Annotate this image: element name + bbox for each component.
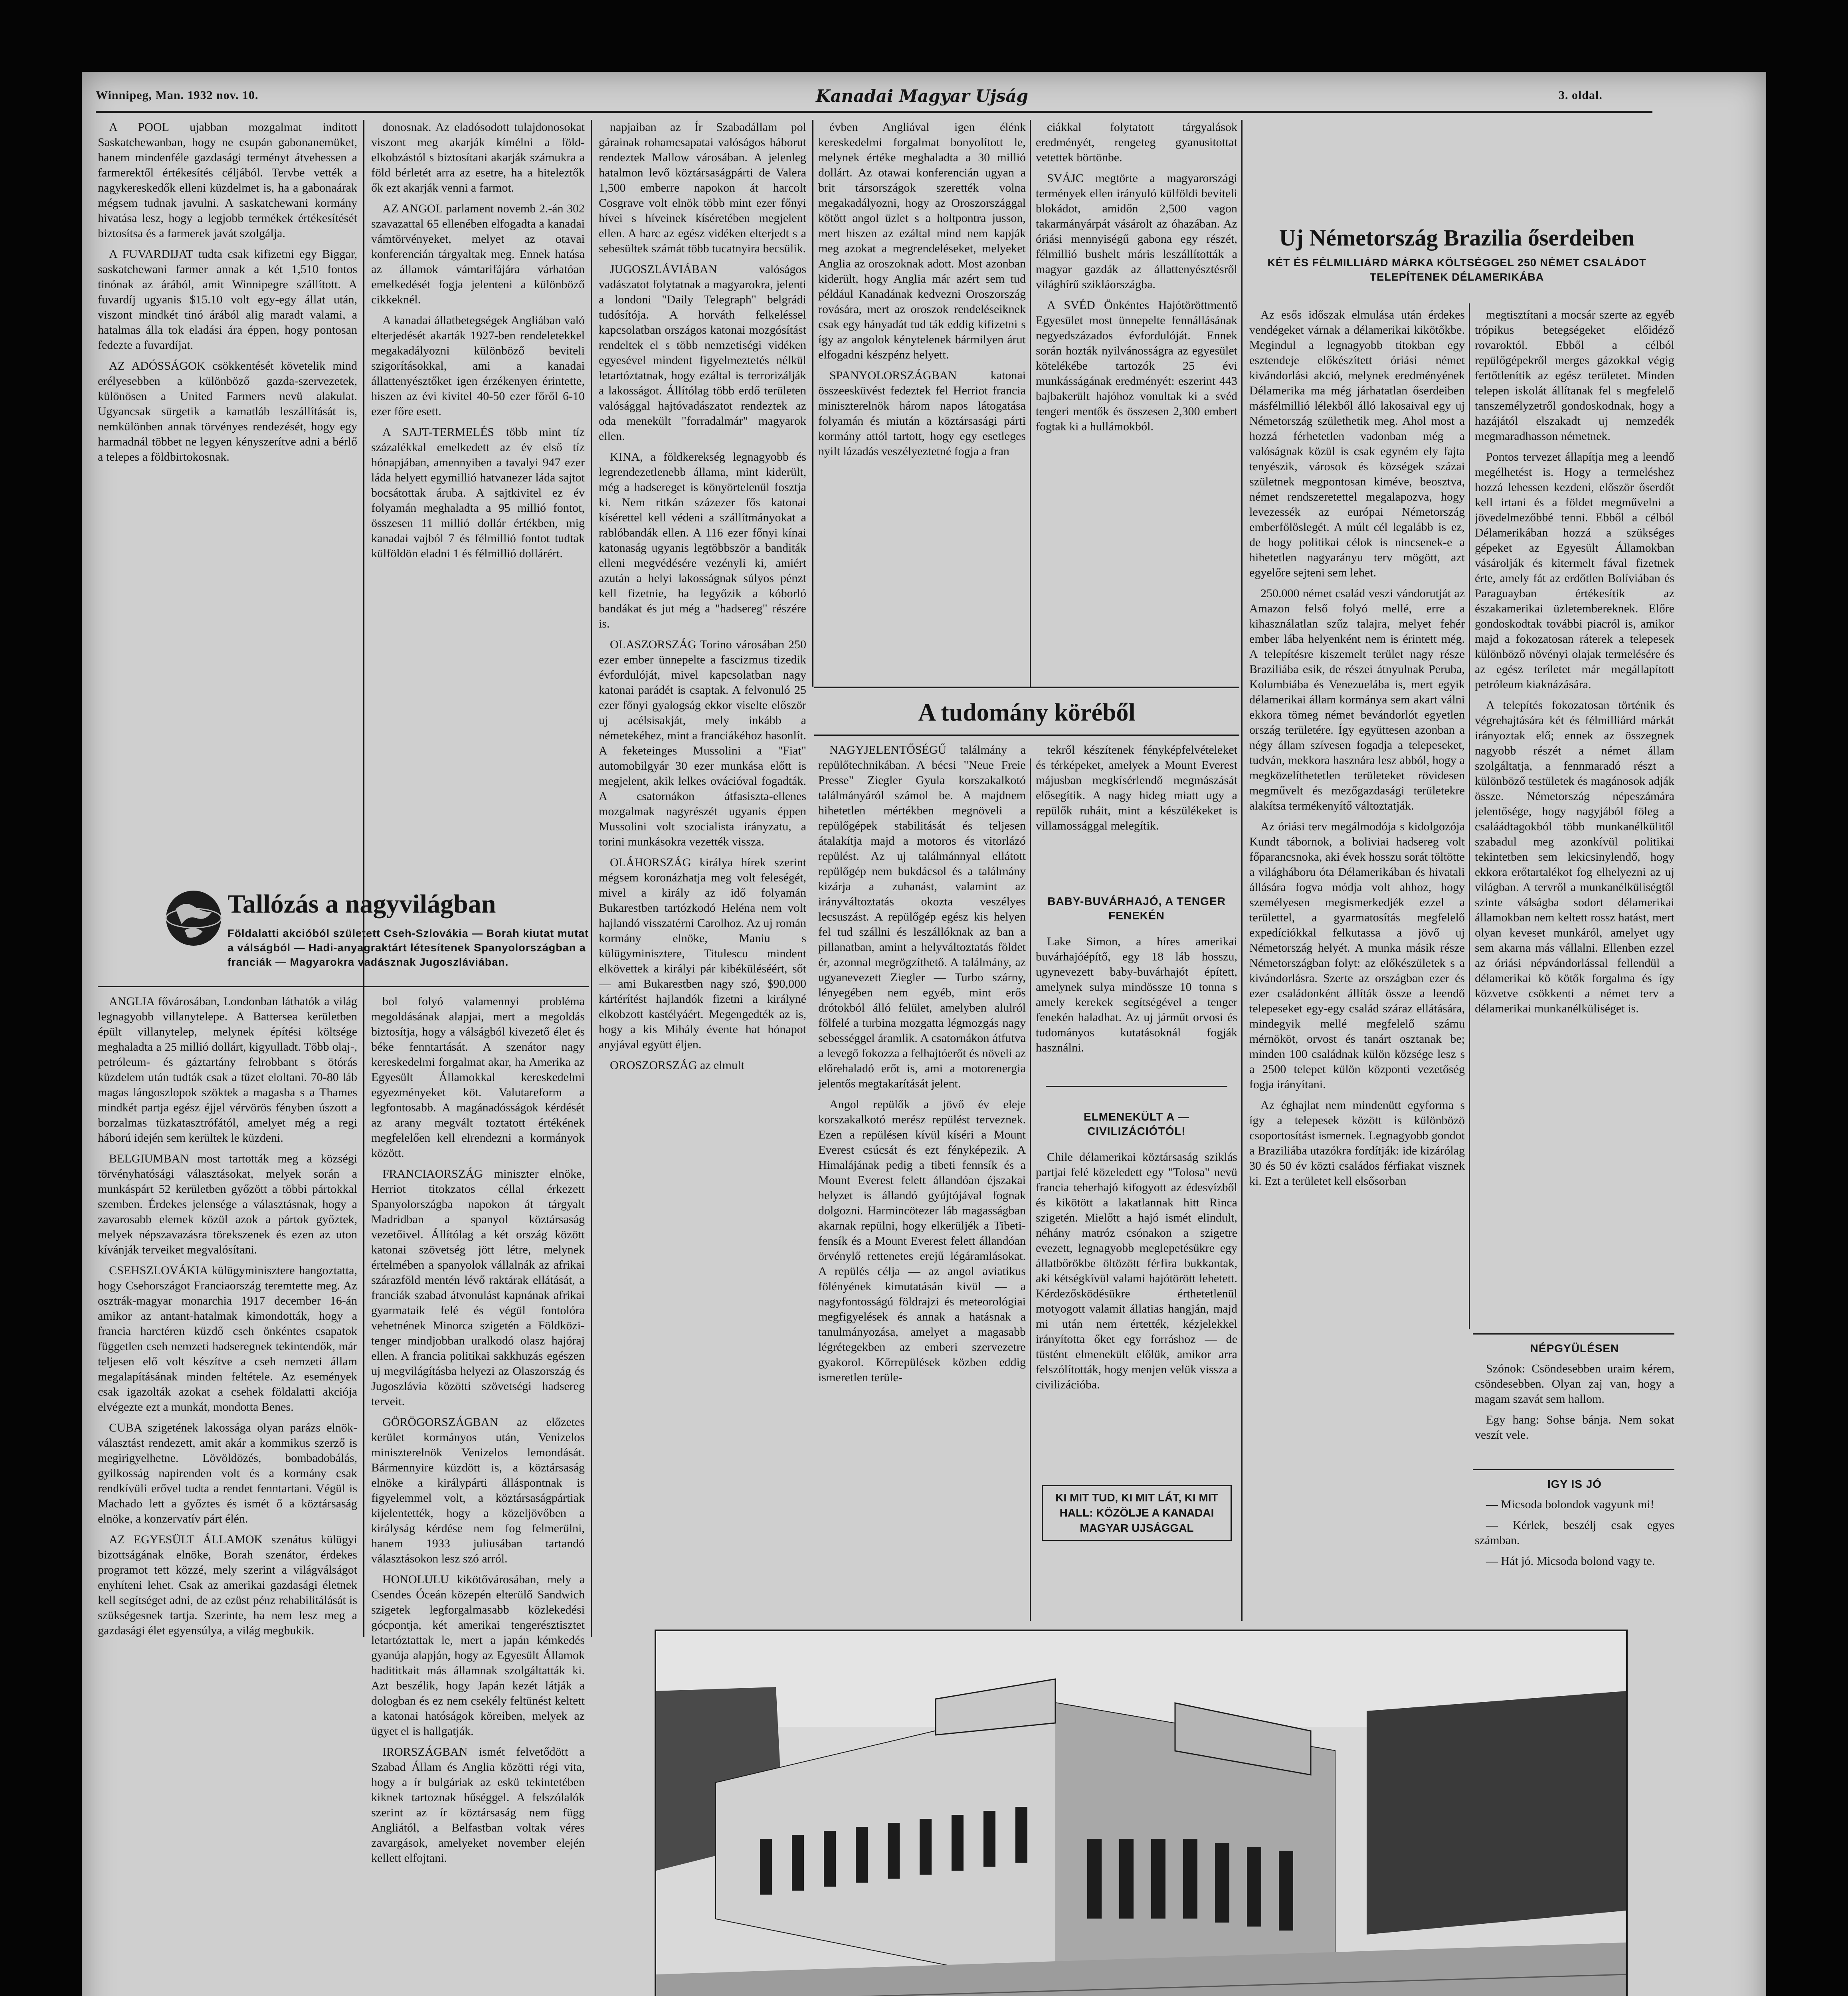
column-rule — [363, 120, 364, 1637]
article-sved: A SVÉD Önkéntes Hajótöröttmentő Egyesület most ünnepelte fennállásának negyedszázados évfordulóját. Ennek során hozták nyilvánosságra az egyesület kötelékébe tartozók 25 évi munkásságának eredményét: eszerint 443 bajbakerült hajóhoz vonultak ki a svéd tengeri mentők és összesen 2,300 embert fogtak ki a hullámokból. — [1036, 299, 1237, 433]
baby-buvarhajo-article — [1036, 934, 1237, 1078]
article-kina: KINA, a földkerekség legnagyobb és legrendezetlenebb állama, mint kiderült, még a hadsereget is könyörtelenül fosztja ki. Nem ritkán százezer fős katonai kísérettel kell védeni a szállítmányokat a rablóbandák ellen. A 116 ezer főnyi kínai katonaság ugyanis legtöbbször a banditák elleni megvédésére vezényli ki, amiért azután a helyi lakosságnak súlyos pénzt kell fizetnie, ha legyőzik a kóborló bandákat és jut még a "hadsereg" részére is. — [599, 450, 806, 630]
civilizacio-title: ELMENEKÜLT A — CIVILIZÁCIÓTÓL! — [1084, 1111, 1189, 1137]
article-ir-szabadallam: napjaiban az Ír Szabadállam pol gárainak rohamcsapatai valóságos háborut rendeztek Mallow városában. A jelenleg hatalmon levő köztársaságpárti de Valera 1,500 emberre napokon át harcolt Cosgrave volt elnök több mint ezer főnyi hívei s híveinek kíséretében megjelent ellen. A harc az egész vidéken elterjedt s a sebesültek számát több tucatnyira becsülik. — [599, 121, 806, 255]
igy-is-jo-title: IGY IS JÓ — [1547, 1478, 1602, 1490]
column-2-bottom — [371, 994, 585, 1996]
joke-line: — Micsoda bolondok vagyunk mi! — [1486, 1498, 1654, 1511]
civilizacio-text: Chile délamerikai köztársaság sziklás partjai felé közeledett egy "Tolosa" nevü francia teherhajó kifogyott az édesvízből és kikötött a lakatlannak hitt Rinca szigetén. Mielőtt a hajó ismét elindult, néhány matróz csónakon a szigetre evezett, legnagyobb meglepetésükre egy állatbőrökbe öltözött férfira bukkantak, aki kétségkívül valami hajótörött lehetett. Kérdezősködésükre érthetetlenül motyogott valamit állatias hangján, majd mi után nem értették, kézjelekkel irányította őket egy forráshoz — de tüstént elmenekült előlük, amikor arra felszólították, hogy menjen velük vissza a civilizációba. — [1036, 1150, 1237, 1391]
article-oroszorszag: OROSZORSZÁG az elmult — [610, 1059, 744, 1072]
article-olaszorszag: OLASZORSZÁG Torino városában 250 ezer ember ünnepelte a fascizmus tizedik évfordulóját, mivel kapcsolatban nagy katonai parádét is csaptak. A felvonuló 25 ezer főnyi gyalogság ekkor viselte először uj acélsisakját, mely inkább a németekéhez, mint a franciákéhoz hasonlít. A feketeinges Mussolini a "Fiat" automobilgyár 30 ezer munkása előtt is megjelent, akik lelkes ovációval fogadták. A csatornákon átfasiszta-ellenes mozgalmak nagyrészét ugyanis éppen Mussolini volt szocialista irányzatu, a torini munkásokra vezették vissza. — [599, 638, 806, 848]
article-pool: A POOL ujabban mozgalmat inditott Saskatchewanban, hogy ne csupán gabonanemüket, hanem mindenféle gazdasági terményt átvehessen a farmerektől értékesítés céljából. Tervbe vették a nagykereskedők elleni küzdelmet is, ha a gabonaárak mégsem tudnak javulni. A saskatchewani kormány hivatása lesz, hogy a legjobb termékek értékesítését biztosítsa és a farmerek javát szolgálja. — [98, 121, 357, 240]
baby-buvarhajo-text: Lake Simon, a híres amerikai buvárhajóépítő, egy 18 láb hosszu, ugynevezett baby-buvárhajót épített, amelynek sulya mindössze 10 tonna s amely kerekek segítségével a tenger fenekén haladhat. Az uj járműt orvosi és tudományos kutatásoknál fogják használni. — [1036, 935, 1237, 1054]
article-svajc: SVÁJC megtörte a magyarországi termények ellen irányuló külföldi beviteli blokádot, amidőn 2,500 vagon takarmányárpát vásárolt az óhazában. Az óriási mennyiségű gabona egy részét, félmillió bushelt máris leszállították a magyar gazdák az állattenyésztésről világhírű szikláországba. — [1036, 172, 1237, 291]
article-olahorszag: OLÁHORSZÁG királya hírek szerint mégsem koronázhatja meg volt feleségét, mivel a király az idő folyamán Bukarestben tartózkodó Heléna nem volt hajlandó visszatérni Carolhoz. Az uj román kormány elnöke, Maniu s külügyminisztere, Titulescu mindent elkövettek a királyi pár kibéküléséért, sőt — ami Bukarestben nagy szó, $90,000 kártérítést hajlandók fizetni a királyné elkobzott kastélyáért. Megengedték az is, hogy a kis Mihály évente hat hónapot anyjával együtt éljen. — [599, 856, 806, 1051]
masthead-logo: Kanadai Magyar Ujság — [815, 86, 1029, 106]
column-3 — [599, 120, 806, 1577]
article-fuvardij: A FUVARDIJAT tudta csak kifizetni egy Biggar, saskatchewani farmer annak a két 1,510 fontos tinónak az árából, amit Winnipegre szállított. A fuvardíj ugyanis $15.10 volt egy-egy állat után, viszont mindkét tinó árából alig maradt valami, a hatalmas álla tok eladási ára éppen, hogy pontosan fedezte a fuvardíjat. — [98, 248, 357, 352]
joke-line: — Hát jó. Micsoda bolond vagy te. — [1486, 1554, 1655, 1568]
header-date: Winnipeg, Man. 1932 nov. 10. — [96, 89, 259, 102]
article-anglia: ANGLIA fővárosában, Londonban láthatók a világ legnagyobb villanytelepe. A Battersea kerületben épült villanytelep, melynek építési költsége meghaladta a 25 millió dollárt, kigyulladt. Több olaj-, petróleum- és gáztartány felrobbant s ötórás küzdelem után tudták csak a tüzet eloltani. 70-80 láb magas lángoszlopok szöktek a magasba s a Thames mindkét partja egész éjjel vérvörös fényben úszott a borzalmas tüzkatasztrófától, amelyet még a regi háború idején sem kerültek le küzdeni. — [98, 995, 357, 1145]
article-everest-folytatas: tekről készítenek fényképfelvételeket és térképeket, amelyek a Mount Everest májusban megkísérlendő megmászását elősegítik. A nagy hideg miatt ugy a repülők ruháit, mint a készülékeket is villamossággal melegítik. — [1036, 743, 1237, 832]
joke-line: Szónok: Csöndesebben uraim kérem, csöndesebben. Olyan zaj van, hogy a magam szavát sem hallom. — [1475, 1362, 1674, 1406]
article-belgium: BELGIUMBAN most tartották meg a községi törvényhatósági választásokat, melyek során a munkáspárt 52 kerületben győzött a többi pártokkal szemben. Érdekes jelensége a választásnak, hogy a zavarosabb elemek közül azok a pártok győztek, melyek népszavazásra törekszenek és ezen az uton kívánják terveiket megvalósítani. — [98, 1152, 357, 1256]
section-rule — [1473, 1469, 1674, 1470]
joke-line: Egy hang: Sohse bánja. Nem sokat veszít vele. — [1475, 1413, 1674, 1442]
auditorium-photo — [655, 1630, 1628, 1996]
page-number: 3. oldal. — [1559, 89, 1603, 102]
article-foldbirtok: donosnak. Az eladósodott tulajdonosokat viszont meg akarják kímélni a föld-elkobzástól s biztosítani akarják számukra a föld bérletét arra az esetre, ha a hiteleztők ők ezt akarják venni a farmot. — [371, 121, 585, 194]
igy-is-jo-joke — [1475, 1497, 1674, 1621]
header-rule — [96, 111, 1652, 113]
brazil-column-right — [1475, 307, 1674, 1329]
ki-mit-tud-box: KI MIT TUD, KI MIT LÁT, KI MIT HALL: KÖZÖLJE A KANADAI MAGYAR UJSÁGGAL — [1042, 1485, 1232, 1541]
brazil-title: Uj Németország Brazilia őserdeiben — [1279, 225, 1635, 251]
brazil-paragraph: Az esős időszak elmulása után érdekes vendégeket várnak a délamerikai kikötőkbe. Megindul a legnagyobb titokban egy esztendeje előkészített óriási német kivándorlási akció, melynek eredményének Délamerika ma még járhatatlan őserdeiben másfélmillió lélekből álló lakosaival egy uj Németország születhetik meg. Ahol most a hozzá férhetetlen vadonban még a valóságnak közül is csak egyném ely fajta tenyészik, városok és községek százai születnek megpontosan kiméve, beosztva, német rendszeretettel megalapozva, hogy levezessék az európai Németország emberfölöslegét. A múlt cél legalább is ez, de hogy politikai célok is nincsenek-e a hihetetlen nagyarányu terv mögött, azt egyelőre sejteni sem lehet. — [1249, 308, 1465, 579]
brazil-column-left — [1249, 307, 1465, 1621]
article-anglia-kereskedelem: évben Angliával igen élénk kereskedelmi forgalmat bonyolított le, melynek értéke meghaladta a 30 millió dollárt. Az otawai konferencián ugyan a brit társországok szerették volna megakadályozni, hogy az Oroszországgal kötött angol üzlet s a holtpontra jusson, mert hiszen az ezáltal mind nem kapják meg azokat a megrendeléseket, melyeket Anglia az oroszoknak adott. Most azonban kiderült, hogy Anglia már azért sem tud például Kanadának kedvezni Oroszország rovására, mert az oroszok rendeléseiknek csak egy hányadát tud ták eddig kifizetni s így az angolok kénytelenek bármilyen árut elfogadni készpénz helyett. — [818, 121, 1026, 361]
article-angol-parlament: AZ ANGOL parlament novemb 2.-án 302 szavazattal 65 ellenében elfogadta a kanadai vámtörvényeket, melyet az otavai konferencián tárgyaltak meg. Ennek hatása az államok vámtarifájára várhatóan emelkedését fogja jelenteni a különböző cikkeknél. — [371, 202, 585, 306]
section-rule — [814, 735, 1239, 736]
article-gorogorszag: GÖRÖGORSZÁGBAN az előzetes kerület kormányos után, Venizelos miniszterelnök Venizelos lemondását. Bármennyire küzdött is, a köztársaság elnöke a királypárti álláspontnak is figyelemmel volt, a köztársaságpártiak kijelentették, hogy a közeljövőben a királyság kérdése nem fog felmerülni, hanem 1933 juliusában tartandó választásokon lesz szó arról. — [371, 1416, 585, 1565]
article-spanyolorszag: SPANYOLORSZÁGBAN katonai összeesküvést fedeztek fel Herriot francia miniszterelnök három napos látogatása folyamán és miután a köztársasági párti kormány attól tartott, hogy egy esetleges nyilt lázadás veszélyeztetné fogja a fran — [818, 369, 1026, 458]
article-ziegler: NAGYJELENTŐSÉGŰ találmány a repülőtechnikában. A bécsi "Neue Freie Presse" Ziegler Gyula korszakalkotó találmányáról számol be. A majdnem hihetetlen mértékben megnöveli a repülőgépek stabilitását és teljesen átalakítja majd a motoros és vitorlázó repülést. Az uj találmánnyal ellátott repülőgép nem bukdácsol és a találmány kizárja a zuhanást, valamint az irányváltoztatás okozta veszélyes lecsuszást. A repülőgép egész kis helyen fel tud szállni és leszállóknak az ban a pillanatban, amint a helyváltoztatás földet ér, azonnal megrögzíthető. A találmány, az ugyanevezett Ziegler — Turbo szárny, lényegében nem egyéb, mint erős drótokból álló felület, amelyben alulról fölfelé a turbina mozgatta légmozgás nagy sebességgel áramlik. A csatornákon átfutva a levegő fokozza a felhajtóerőt és növeli az előrehaladó erőt is, ami a motorenergia jelentős megtakarítását jelent. — [818, 743, 1026, 1090]
auditorium-building-image — [656, 1631, 1626, 1996]
joke-line: — Kérlek, beszélj csak egyes számban. — [1475, 1519, 1674, 1547]
tallozas-subtitle: Földalatti akcióból született Cseh-Szlovákia — Borah kiutat mutat a válságból — Hadi-anyagraktárt létesítenek Spanyolországban a franciák — Magyarokra vadásznak Jugoszláviában. — [228, 927, 589, 968]
globe-icon — [164, 888, 224, 948]
nepgyulesen-title: NÉPGYÜLÉSEN — [1530, 1342, 1619, 1354]
column-rule — [1030, 120, 1031, 687]
section-rule — [1473, 1333, 1674, 1335]
civilizacio-article — [1036, 1150, 1237, 1477]
brazil-paragraph: Az óriási terv megálmodója s kidolgozója Kundt tábornok, a boliviai hadsereg volt főparancsnoka, aki évek hosszu sorát töltötte a világháboru óta Délamerikában és hivatali állására fogva módja volt ahhoz, hogy személyesen megismerkedjék ezzel a területtel, a gyarmatosítás megfelelő expedíciókkal felkutassa a jövő uj Németország helyét. A munka másik része Németországban folyt: az előkészületek s a kivándorlásra. Szerte az országban ezer és ezer családonként állíták össze a leendő telepeseket egy-egy család száraz ellátására, mindegyik mellé megfelelő számu mérnököt, orvost és tanárt osztanak be; minden 100 családnak külön községe lesz s a 2500 telepet külön központi vezetőség fogja irányítani. — [1249, 820, 1465, 1091]
brazil-paragraph: A telepítés fokozatosan történik és végrehajtására két és félmilliárd márkát irányoztak elő; ennek az összegnek nagyobb részét a német állam szolgáltatja, a fennmaradó részt a különböző testületek és magánosok adják össze. Németország népeszámára jelentősége, hogy nagyjából föleg a csaláádtagokból több munkanélkülitől szabadul meg azonkívül politikai tekintetben sem lekicsinylendő, hogy ekkora erőtartalékot fog elhelyezni az uj világban. A tervről a munkanélküliségtől szinte válságba sodort délamerikai államokban nem keltett rossz hatást, mert olyan keveset munkáról, amelyet ugy sem akarna más vállalni. Ellenben ezzel az óriási népvándorlással fellendül a délamerikai kö kötők forgalma és így közvetve csökkenti a német terv a délamerikai munkanélküliséget is. — [1475, 699, 1674, 1015]
column-2-top — [371, 120, 585, 878]
column-4-top — [818, 120, 1026, 679]
brazil-subtitle: KÉT ÉS FÉLMILLIÁRD MÁRKA KÖLTSÉGGEL 250 NÉMET CSALÁDOT TELEPÍTENEK DÉLAMERIKÁBA — [1267, 257, 1646, 283]
tudomany-title: A tudomány köréből — [918, 699, 1136, 726]
column-rule — [1030, 758, 1031, 1621]
column-5-top — [1036, 120, 1237, 679]
article-mount-everest: Angol repülők a jövő év eleje korszakalkotó merész repülést terveznek. Ezen a repülésen kívül kíséri a Mount Everest csúcsát és ezt fényképezik. A Himalájának pedig a tibeti fennsík és a Mount Everest felett állandóan éjszakai helyzet is állandó gyújtójával fognak dolgozni. Harmincötezer láb magasságban akarnak repülni, hogy elkerüljék a Tibeti-fensík és a Mount Everest felett állandóan örvénylő rettenetes erejű légáramlásokat. A repülés célja — az angol aviatikus fölényének kimutatásán kivül — a nagyfontosságú földrajzi és meteorológiai megfigyelések és annak a hatásnak a tanulmányozása, amelyet a magasabb légrétegekben az emberi szervezetre gyakorol. Kőrrepülések közben eddig ismeretlen terüle- — [818, 1098, 1026, 1384]
column-1-bottom — [98, 994, 357, 1996]
baby-buvarhajo-title: BABY-BUVÁRHAJÓ, A TENGER FENEKÉN — [1047, 895, 1226, 922]
section-rule — [98, 986, 589, 987]
article-jugoszlavia: JUGOSZLÁVIÁBAN valóságos vadászatot folytatnak a magyarokra, jelenti a londoni "Daily Telegraph" belgrádi tudósítója. A horváth felkeléssel kapcsolatban országos katonai mozgósítást rendeltek el s több nemzetiségi vidéken egyesével mindent figyelmeztetés nélkül letartóztatnak, hogy ezáltal is terrorizálják a lakosságot. Állítólag több erdő területen valósággal hajtóvadászatot rendeztek az oda menekült "forradalmár" magyarok ellen. — [599, 263, 806, 443]
tallozas-title: Tallózás a nagyvilágban — [228, 889, 496, 919]
nepgyulesen-joke — [1475, 1361, 1674, 1461]
section-rule — [814, 687, 1239, 688]
column-rule — [591, 120, 592, 1637]
article-sajt-termeles: A SAJT-TERMELÉS több mint tíz százalékkal emelkedett az év első tíz hónapjában, amennyiben a tavalyi 947 ezer láda helyett egymillió hatvanezer láda sajtot bocsátottak áruba. A sajtkivitel ez év folyamán meghaladta a 95 millió fontot, összesen 11 millió dollár értékben, mig kanadai vajból 7 és félmillió fontot tudtak külföldön eladni 1 és félmillió dollárért. — [371, 426, 585, 560]
brazil-paragraph: megtisztítani a mocsár szerte az egyéb trópikus betegségeket előidéző rovaroktól. Ebből a célból repülőgépekről merges gázokkal végig fertőtlenítik az egész területet. Minden telepen iskolát állítanak fel s megfelelő tanszemélyzetről gondoskodnak, hogy a hazájától elszakadt uj nemzedék megmaradhasson németnek. — [1475, 308, 1674, 443]
column-1-top — [98, 120, 357, 878]
column-rule — [1469, 303, 1470, 1329]
brazil-paragraph: Pontos tervezet állapítja meg a leendő megélhetést is. Hogy a termeléshez hozzá lehessen kezdeni, először őserdőt kell irtani és a földet megművelni a jövedelmezőbbé tenni. Ebből a célból Délamerikában hozzá a szükséges gépeket az Egyesült Államokban vásárolják és kitermelt fával fizetnek érte, amely fát az erdőtlen Bolíviában és Paraguayban értékesítik az északamerikai üzletembereknek. Előre gondoskodtak további piacról is, amikor majd a fokozatosan ráterek a telepesek különböző növényi olajak termelésére és az egész teríletet már megállapított petróleum kiaknázására. — [1475, 450, 1674, 691]
column-rule — [812, 120, 813, 687]
article-allatbetegseg: A kanadai állatbetegségek Angliában való elterjedését akarták 1927-ben rendeletekkel megakadályozni különböző beviteli szigorításokkal, ami a kanadai állattenyésztőket igen érzékenyen érintette, hiszen az évi kivitel 40-50 ezer főről 6-10 ezer főre esett. — [371, 314, 585, 418]
article-adossagok: AZ ADÓSSÁGOK csökkentését követelik mind erélyesebben a különböző gazda-szervezetek, különösen a United Farmers nevü alakulat. Ugyancsak sürgetik a kamatláb leszállítását is, nemkülönben annak törvényes rendezését, hogy egy harmadnál többet ne legyen kényszerítve adni a bérlő a telepes a földbirtokosnak. — [98, 359, 357, 463]
article-cuba: CUBA szigetének lakossága olyan parázs elnök-választást rendezett, amit akár a kommikus szerző is megirigyelhetne. Lövöldözés, bombadobálás, gyilkosság napirenden volt és a kormány csak rendkívüli erővel tudta a rendet fenntartani. Végül is Machado lett a győztes és ismét ő a köztársaság elnöke, a konzervatív párt élén. — [98, 1421, 357, 1525]
tudomany-column-left — [818, 743, 1026, 1581]
article-borah: bol folyó valamennyi probléma megoldásának alapjai, mert a megoldás biztosítja, hogy a válságból kivezető élet és béke fenntartását. A szenátor nagy kereskedelmi forgalmat akar, ha Amerika az Egyesült Államokkal kereskedelmi egyezményeket köt. Valutareform a legfontosabb. A magánadósságok kérdését az arany megvált toztatott értékének megfelelően kell elrendezni a kormányok között. — [371, 995, 585, 1160]
article-franciaorszag: FRANCIAORSZÁG miniszter elnöke, Herriot titokzatos céllal érkezett Spanyolországba napokon át tárgyalt Madridban a spanyol köztársaság vezetőivel. Állítólag a két ország között katonai szövetség jött létre, melynek értelmében a spanyolok vállalnák az afrikai szárazföld mentén lévő raktárak ellátását, a franciák szabad átvonulást kapnának afrikai gyarmataik felé és végül fontolóra vehetnének Minorca szigetén a Földközi-tenger mindjobban uralkodó olasz hajóraj ellen. A francia politikai sakkhuzás egészen uj megvilágításba helyezi az Olaszország és Jugoszlávia közötti szövetségi hadsereg terveit. — [371, 1167, 585, 1408]
tudomany-column-right — [1036, 743, 1237, 862]
article-honolulu: HONOLULU kikötővárosában, mely a Csendes Óceán közepén elterülő Sandwich szigetek legforgalmasabb közlekedési gócpontja, két amerikai tengerésztisztet letartóztattak le, mert a japán kémkedés gyanúja alapján, hogy az Egyesült Államok hadititkait más államnak szolgáltatták ki. Azt beszélik, hogy Japán kezét látják a dologban és ez nem csekély feltünést keltett a katonai hatóságok köreiben, melyek az ügyet el is hallgatják. — [371, 1573, 585, 1738]
article-irorszag: IRORSZÁGBAN ismét felvetődött a Szabad Állam és Anglia közötti régi vita, hogy a ír bulgáriak az eskü tekintetében kiknek tartoznak hűséggel. A felszólalók szerint az ír köztársaság nem függ Angliától, a Belfastban voltak véres zavargások, amelyeket november elején kellett elfojtani. — [371, 1745, 585, 1865]
article-spanyol-folytatas: ciákkal folytatott tárgyalások eredményét, rengeteg gyanusitottat vetettek börtönbe. — [1036, 121, 1237, 164]
column-rule — [1241, 120, 1243, 1621]
article-csehszlovakia: CSEHSZLOVÁKIA külügyminisztere hangoztatta, hogy Csehországot Franciaország teremtette meg. Az osztrák-magyar monarchia 1917 december 16-án amikor az antant-hatalmak kimondották, hogy a francia harctéren küzdő cseh önkéntes csapatok független cseh nemzeti hadseregnek tekintendők, már teljesen elő volt készítve a cseh nemzeti állam megalapításának minden feltétele. Az események csak igazolták azokat a csehek földalatti akciója elvégezte ezt a munkát, mondotta Benes. — [98, 1264, 357, 1414]
brazil-paragraph: Az éghajlat nem mindenütt egyforma s így a telepesek között is különbözö csoportosítást ismernek. Legnagyobb gondot a Braziliába utazókra fordítják: ide kizárólag 30 és 50 év közti családos férfiakat visznek ki. Ezt a területet kell elsősorban — [1249, 1099, 1465, 1188]
brazil-paragraph: 250.000 német család veszi vándorutját az Amazon felső folyó mellé, erre a kihasználatlan szűz talajra, melyet fehér ember lába helyenként nem is érintett még. A telepítésre kiszemelt terület nagy része Braziliába esik, de részei átnyulnak Peruba, Kolumbiába és Venezuelába is, mert egyik délamerikai állam kormánya sem akart válni ekkora tömeg német bevándorlót egyetlen ország területére. Így együttesen azonban a négy állam szívesen fogadja a telepeseket, tudván, mekkora hasznára lesz abból, hogy a megközelíthetetlen területeket rövidesen megművelt és mezőgazdasági területekre alakítsa termékenyítő változtatják. — [1249, 587, 1465, 812]
section-rule — [1046, 1086, 1227, 1087]
article-egyesult-allamok: AZ EGYESÜLT ÁLLAMOK szenátus külügyi bizottságának elnöke, Borah szenátor, érdekes programot tett közzé, mely szerint a világválságot enyhíteni lehet. Csak az amerikai gazdasági életnek kell segítséget adni, de az ezüst pénz rehabilitálását is szükségesnek tartja. Szerinte, ha nem lesz meg a gazdasági élet egyensúlya, a világ megbukik. — [98, 1533, 357, 1637]
